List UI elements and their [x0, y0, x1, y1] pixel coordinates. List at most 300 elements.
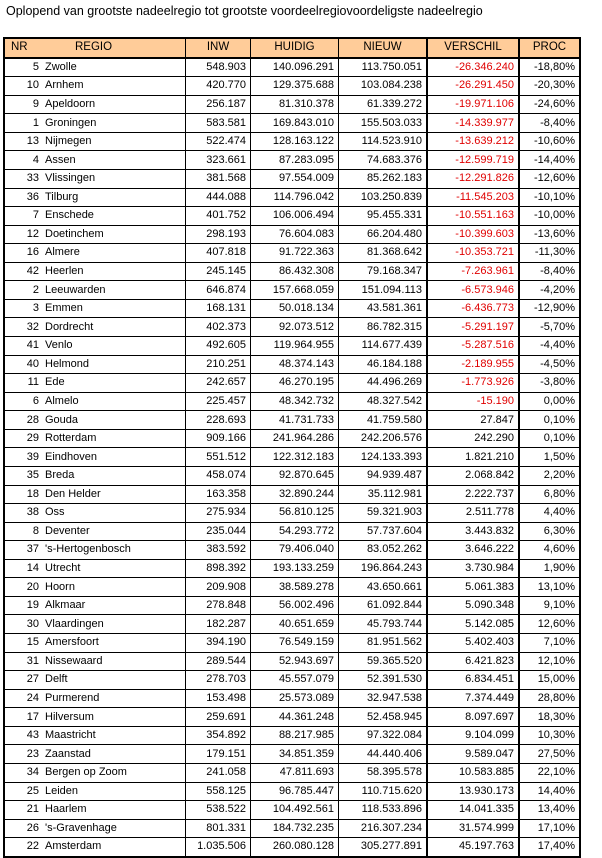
cell-verschil: -10.551.163	[427, 207, 519, 226]
cell-proc: 15,00%	[519, 671, 580, 690]
cell-regio: Purmerend	[42, 689, 186, 708]
cell-proc: 2,20%	[519, 466, 580, 485]
cell-nieuw: 52.391.530	[339, 671, 428, 690]
cell-regio: Enschede	[42, 207, 186, 226]
table-row	[4, 281, 580, 300]
cell-nieuw: 113.750.051	[339, 58, 428, 77]
cell-verschil: 8.097.697	[427, 708, 519, 727]
cell-regio: Leiden	[42, 782, 186, 801]
cell-huidig: 50.018.134	[251, 299, 339, 318]
cell-regio: Arnhem	[42, 77, 186, 96]
cell-verschil: -15.190	[427, 392, 519, 411]
cell-inw: 558.125	[186, 782, 251, 801]
cell-nr: 17	[4, 708, 42, 727]
cell-inw: 168.131	[186, 299, 251, 318]
table-row	[4, 782, 580, 801]
cell-verschil: -2.189.955	[427, 355, 519, 374]
cell-proc: 12,10%	[519, 652, 580, 671]
table-row	[4, 708, 580, 727]
cell-nieuw: 45.793.744	[339, 615, 428, 634]
cell-regio: Haarlem	[42, 801, 186, 820]
cell-verschil: 45.197.763	[427, 838, 519, 857]
cell-nr: 3	[4, 299, 42, 318]
cell-nr: 37	[4, 541, 42, 560]
table-row	[4, 411, 580, 430]
cell-inw: 153.498	[186, 689, 251, 708]
cell-huidig: 157.668.059	[251, 281, 339, 300]
cell-inw: 235.044	[186, 522, 251, 541]
cell-nr: 8	[4, 522, 42, 541]
table-row	[4, 522, 580, 541]
cell-verschil: 5.090.348	[427, 596, 519, 615]
cell-regio: Rotterdam	[42, 429, 186, 448]
cell-inw: 548.903	[186, 58, 251, 77]
cell-nr: 15	[4, 634, 42, 653]
cell-inw: 538.522	[186, 801, 251, 820]
cell-nr: 27	[4, 671, 42, 690]
cell-huidig: 87.283.095	[251, 151, 339, 170]
cell-nieuw: 114.677.439	[339, 337, 428, 356]
table-row	[4, 763, 580, 782]
cell-inw: 179.151	[186, 745, 251, 764]
table-row	[4, 337, 580, 356]
cell-nieuw: 52.458.945	[339, 708, 428, 727]
cell-inw: 898.392	[186, 559, 251, 578]
table-row	[4, 207, 580, 226]
cell-regio: Vlissingen	[42, 169, 186, 188]
cell-regio: Den Helder	[42, 485, 186, 504]
cell-inw: 278.703	[186, 671, 251, 690]
cell-inw: 209.908	[186, 578, 251, 597]
cell-huidig: 45.557.079	[251, 671, 339, 690]
cell-huidig: 34.851.359	[251, 745, 339, 764]
cell-verschil: -12.599.719	[427, 151, 519, 170]
cell-nieuw: 85.262.183	[339, 169, 428, 188]
cell-nr: 9	[4, 95, 42, 114]
cell-proc: 13,10%	[519, 578, 580, 597]
cell-regio: Ede	[42, 374, 186, 393]
cell-huidig: 32.890.244	[251, 485, 339, 504]
cell-huidig: 169.843.010	[251, 114, 339, 133]
cell-nieuw: 41.759.580	[339, 411, 428, 430]
cell-verschil: 5.061.383	[427, 578, 519, 597]
cell-proc: 9,10%	[519, 596, 580, 615]
cell-proc: -11,30%	[519, 244, 580, 263]
cell-nr: 33	[4, 169, 42, 188]
cell-nr: 18	[4, 485, 42, 504]
cell-inw: 245.145	[186, 262, 251, 281]
cell-nr: 5	[4, 58, 42, 77]
table-row	[4, 355, 580, 374]
cell-huidig: 193.133.259	[251, 559, 339, 578]
cell-regio: Eindhoven	[42, 448, 186, 467]
cell-regio: Groningen	[42, 114, 186, 133]
cell-regio: Alkmaar	[42, 596, 186, 615]
cell-nr: 41	[4, 337, 42, 356]
cell-proc: 28,80%	[519, 689, 580, 708]
cell-nieuw: 61.339.272	[339, 95, 428, 114]
cell-inw: 909.166	[186, 429, 251, 448]
cell-verschil: -11.545.203	[427, 188, 519, 207]
cell-verschil: 3.730.984	[427, 559, 519, 578]
cell-verschil: 14.041.335	[427, 801, 519, 820]
cell-verschil: -5.287.516	[427, 337, 519, 356]
cell-regio: 's-Gravenhage	[42, 819, 186, 838]
cell-inw: 402.373	[186, 318, 251, 337]
cell-huidig: 129.375.688	[251, 77, 339, 96]
cell-nieuw: 32.947.538	[339, 689, 428, 708]
cell-nr: 24	[4, 689, 42, 708]
cell-nr: 12	[4, 225, 42, 244]
table-row	[4, 188, 580, 207]
cell-nieuw: 242.206.576	[339, 429, 428, 448]
cell-inw: 241.058	[186, 763, 251, 782]
cell-proc: 27,50%	[519, 745, 580, 764]
cell-regio: Deventer	[42, 522, 186, 541]
cell-nieuw: 103.250.839	[339, 188, 428, 207]
cell-inw: 444.088	[186, 188, 251, 207]
cell-proc: 7,10%	[519, 634, 580, 653]
cell-nr: 4	[4, 151, 42, 170]
cell-verschil: 242.290	[427, 429, 519, 448]
header-huidig: HUIDIG	[251, 38, 339, 58]
cell-nr: 22	[4, 838, 42, 857]
cell-regio: Hoorn	[42, 578, 186, 597]
cell-verschil: -14.339.977	[427, 114, 519, 133]
cell-inw: 492.605	[186, 337, 251, 356]
cell-huidig: 92.073.512	[251, 318, 339, 337]
cell-nieuw: 196.864.243	[339, 559, 428, 578]
cell-verschil: -10.399.603	[427, 225, 519, 244]
cell-proc: 6,80%	[519, 485, 580, 504]
cell-inw: 401.752	[186, 207, 251, 226]
table-row	[4, 299, 580, 318]
table-row	[4, 745, 580, 764]
cell-nieuw: 44.440.406	[339, 745, 428, 764]
cell-nr: 2	[4, 281, 42, 300]
cell-huidig: 46.270.195	[251, 374, 339, 393]
cell-verschil: 5.402.403	[427, 634, 519, 653]
cell-verschil: 2.068.842	[427, 466, 519, 485]
cell-nr: 11	[4, 374, 42, 393]
cell-regio: Utrecht	[42, 559, 186, 578]
cell-huidig: 81.310.378	[251, 95, 339, 114]
cell-regio: Tilburg	[42, 188, 186, 207]
cell-verschil: -6.573.946	[427, 281, 519, 300]
table-row	[4, 559, 580, 578]
cell-inw: 228.693	[186, 411, 251, 430]
table-row	[4, 392, 580, 411]
table-row	[4, 429, 580, 448]
cell-inw: 225.457	[186, 392, 251, 411]
table-row	[4, 596, 580, 615]
table-row	[4, 77, 580, 96]
cell-inw: 298.193	[186, 225, 251, 244]
cell-nr: 13	[4, 132, 42, 151]
cell-regio: Oss	[42, 504, 186, 523]
cell-inw: 522.474	[186, 132, 251, 151]
cell-verschil: 2.511.778	[427, 504, 519, 523]
cell-nieuw: 79.168.347	[339, 262, 428, 281]
cell-nieuw: 151.094.113	[339, 281, 428, 300]
cell-regio: Vlaardingen	[42, 615, 186, 634]
cell-nieuw: 43.581.361	[339, 299, 428, 318]
cell-verschil: 3.646.222	[427, 541, 519, 560]
table-row	[4, 151, 580, 170]
table-row	[4, 374, 580, 393]
cell-nr: 38	[4, 504, 42, 523]
cell-huidig: 52.943.697	[251, 652, 339, 671]
cell-nieuw: 97.322.084	[339, 726, 428, 745]
cell-proc: 12,60%	[519, 615, 580, 634]
cell-nieuw: 95.455.331	[339, 207, 428, 226]
cell-nieuw: 35.112.981	[339, 485, 428, 504]
header-verschil: VERSCHIL	[427, 38, 519, 58]
cell-huidig: 97.554.009	[251, 169, 339, 188]
cell-verschil: 6.421.823	[427, 652, 519, 671]
cell-proc: -12,90%	[519, 299, 580, 318]
cell-nr: 40	[4, 355, 42, 374]
cell-huidig: 119.964.955	[251, 337, 339, 356]
cell-nr: 36	[4, 188, 42, 207]
cell-proc: -4,40%	[519, 337, 580, 356]
cell-proc: -18,80%	[519, 58, 580, 77]
cell-verschil: -26.291.450	[427, 77, 519, 96]
cell-nieuw: 110.715.620	[339, 782, 428, 801]
cell-huidig: 40.651.659	[251, 615, 339, 634]
cell-inw: 420.770	[186, 77, 251, 96]
table-row	[4, 504, 580, 523]
cell-proc: 14,40%	[519, 782, 580, 801]
table-row	[4, 801, 580, 820]
cell-proc: -4,50%	[519, 355, 580, 374]
cell-inw: 182.287	[186, 615, 251, 634]
cell-nr: 7	[4, 207, 42, 226]
cell-regio: Helmond	[42, 355, 186, 374]
cell-inw: 289.544	[186, 652, 251, 671]
cell-proc: 17,40%	[519, 838, 580, 857]
cell-regio: Dordrecht	[42, 318, 186, 337]
cell-inw: 383.592	[186, 541, 251, 560]
cell-proc: -3,80%	[519, 374, 580, 393]
cell-inw: 354.892	[186, 726, 251, 745]
cell-nieuw: 94.939.487	[339, 466, 428, 485]
cell-nieuw: 216.307.234	[339, 819, 428, 838]
cell-inw: 458.074	[186, 466, 251, 485]
cell-huidig: 122.312.183	[251, 448, 339, 467]
cell-nieuw: 58.395.578	[339, 763, 428, 782]
cell-proc: 22,10%	[519, 763, 580, 782]
cell-nr: 29	[4, 429, 42, 448]
table-row	[4, 58, 580, 77]
cell-regio: Nijmegen	[42, 132, 186, 151]
page-title: Oplopend van grootste nadeelregio tot grootste voordeelregiovoordeligste nadeelregio	[6, 4, 483, 18]
cell-huidig: 56.002.496	[251, 596, 339, 615]
cell-proc: -10,00%	[519, 207, 580, 226]
cell-inw: 551.512	[186, 448, 251, 467]
cell-verschil: 9.589.047	[427, 745, 519, 764]
table-row	[4, 671, 580, 690]
cell-huidig: 91.722.363	[251, 244, 339, 263]
cell-nr: 35	[4, 466, 42, 485]
cell-regio: Heerlen	[42, 262, 186, 281]
table-row	[4, 541, 580, 560]
cell-huidig: 76.549.159	[251, 634, 339, 653]
table-row	[4, 262, 580, 281]
cell-nr: 43	[4, 726, 42, 745]
cell-verschil: -10.353.721	[427, 244, 519, 263]
cell-verschil: -26.346.240	[427, 58, 519, 77]
cell-nr: 10	[4, 77, 42, 96]
table-row	[4, 652, 580, 671]
cell-huidig: 47.811.693	[251, 763, 339, 782]
cell-huidig: 48.342.732	[251, 392, 339, 411]
cell-proc: 1,50%	[519, 448, 580, 467]
table-row	[4, 244, 580, 263]
cell-verschil: 10.583.885	[427, 763, 519, 782]
cell-regio: Almere	[42, 244, 186, 263]
table-row	[4, 615, 580, 634]
cell-proc: -13,60%	[519, 225, 580, 244]
cell-verschil: -12.291.826	[427, 169, 519, 188]
cell-proc: 17,10%	[519, 819, 580, 838]
cell-nieuw: 305.277.891	[339, 838, 428, 857]
cell-nr: 34	[4, 763, 42, 782]
cell-huidig: 241.964.286	[251, 429, 339, 448]
cell-verschil: -1.773.926	[427, 374, 519, 393]
cell-nr: 25	[4, 782, 42, 801]
cell-verschil: 2.222.737	[427, 485, 519, 504]
cell-proc: -4,20%	[519, 281, 580, 300]
cell-inw: 394.190	[186, 634, 251, 653]
cell-nieuw: 43.650.661	[339, 578, 428, 597]
cell-regio: Emmen	[42, 299, 186, 318]
cell-nr: 23	[4, 745, 42, 764]
cell-inw: 256.187	[186, 95, 251, 114]
cell-verschil: 31.574.999	[427, 819, 519, 838]
cell-proc: -12,60%	[519, 169, 580, 188]
table-body	[4, 58, 580, 857]
cell-proc: 0,10%	[519, 411, 580, 430]
cell-verschil: 6.834.451	[427, 671, 519, 690]
cell-inw: 259.691	[186, 708, 251, 727]
header-nieuw: NIEUW	[339, 38, 428, 58]
cell-proc: 4,40%	[519, 504, 580, 523]
cell-verschil: -5.291.197	[427, 318, 519, 337]
cell-huidig: 140.096.291	[251, 58, 339, 77]
cell-nieuw: 57.737.604	[339, 522, 428, 541]
table-row	[4, 114, 580, 133]
cell-nr: 6	[4, 392, 42, 411]
cell-verschil: 13.930.173	[427, 782, 519, 801]
cell-inw: 278.848	[186, 596, 251, 615]
cell-nieuw: 103.084.238	[339, 77, 428, 96]
cell-regio: Almelo	[42, 392, 186, 411]
cell-regio: Leeuwarden	[42, 281, 186, 300]
cell-nieuw: 48.327.542	[339, 392, 428, 411]
table-row	[4, 318, 580, 337]
cell-nieuw: 66.204.480	[339, 225, 428, 244]
cell-huidig: 114.796.042	[251, 188, 339, 207]
table-row	[4, 169, 580, 188]
cell-nr: 31	[4, 652, 42, 671]
cell-nr: 28	[4, 411, 42, 430]
cell-proc: -8,40%	[519, 262, 580, 281]
cell-proc: 13,40%	[519, 801, 580, 820]
cell-nieuw: 124.133.393	[339, 448, 428, 467]
cell-regio: Venlo	[42, 337, 186, 356]
region-table	[3, 37, 581, 858]
cell-proc: 1,90%	[519, 559, 580, 578]
cell-nieuw: 155.503.033	[339, 114, 428, 133]
cell-proc: -10,10%	[519, 188, 580, 207]
cell-verschil: 3.443.832	[427, 522, 519, 541]
cell-verschil: 5.142.085	[427, 615, 519, 634]
cell-nr: 21	[4, 801, 42, 820]
cell-nr: 16	[4, 244, 42, 263]
cell-regio: Apeldoorn	[42, 95, 186, 114]
cell-verschil: 9.104.099	[427, 726, 519, 745]
cell-regio: Zwolle	[42, 58, 186, 77]
cell-nr: 19	[4, 596, 42, 615]
cell-regio: Delft	[42, 671, 186, 690]
cell-regio: Doetinchem	[42, 225, 186, 244]
cell-verschil: -13.639.212	[427, 132, 519, 151]
table-row	[4, 132, 580, 151]
table-row	[4, 726, 580, 745]
cell-verschil: 7.374.449	[427, 689, 519, 708]
cell-huidig: 260.080.128	[251, 838, 339, 857]
table-row	[4, 225, 580, 244]
cell-verschil: -7.263.961	[427, 262, 519, 281]
table-row	[4, 578, 580, 597]
table-row	[4, 466, 580, 485]
cell-proc: 4,60%	[519, 541, 580, 560]
cell-nieuw: 81.368.642	[339, 244, 428, 263]
cell-nr: 42	[4, 262, 42, 281]
table-row	[4, 95, 580, 114]
cell-proc: 10,30%	[519, 726, 580, 745]
cell-proc: 0,00%	[519, 392, 580, 411]
cell-regio: Gouda	[42, 411, 186, 430]
cell-huidig: 128.163.122	[251, 132, 339, 151]
cell-huidig: 38.589.278	[251, 578, 339, 597]
cell-inw: 323.661	[186, 151, 251, 170]
cell-regio: Hilversum	[42, 708, 186, 727]
cell-regio: Assen	[42, 151, 186, 170]
header-nr-regio	[4, 38, 186, 58]
table-row	[4, 448, 580, 467]
table-row	[4, 819, 580, 838]
cell-inw: 242.657	[186, 374, 251, 393]
cell-verschil: -19.971.106	[427, 95, 519, 114]
cell-proc: -24,60%	[519, 95, 580, 114]
cell-proc: 18,30%	[519, 708, 580, 727]
cell-nieuw: 74.683.376	[339, 151, 428, 170]
cell-proc: -8,40%	[519, 114, 580, 133]
header-regio: REGIO	[75, 41, 113, 54]
cell-inw: 1.035.506	[186, 838, 251, 857]
cell-huidig: 79.406.040	[251, 541, 339, 560]
cell-nieuw: 59.321.903	[339, 504, 428, 523]
cell-verschil: 27.847	[427, 411, 519, 430]
cell-nieuw: 59.365.520	[339, 652, 428, 671]
cell-huidig: 104.492.561	[251, 801, 339, 820]
cell-nr: 1	[4, 114, 42, 133]
table-row	[4, 634, 580, 653]
cell-verschil: -6.436.773	[427, 299, 519, 318]
cell-inw: 646.874	[186, 281, 251, 300]
